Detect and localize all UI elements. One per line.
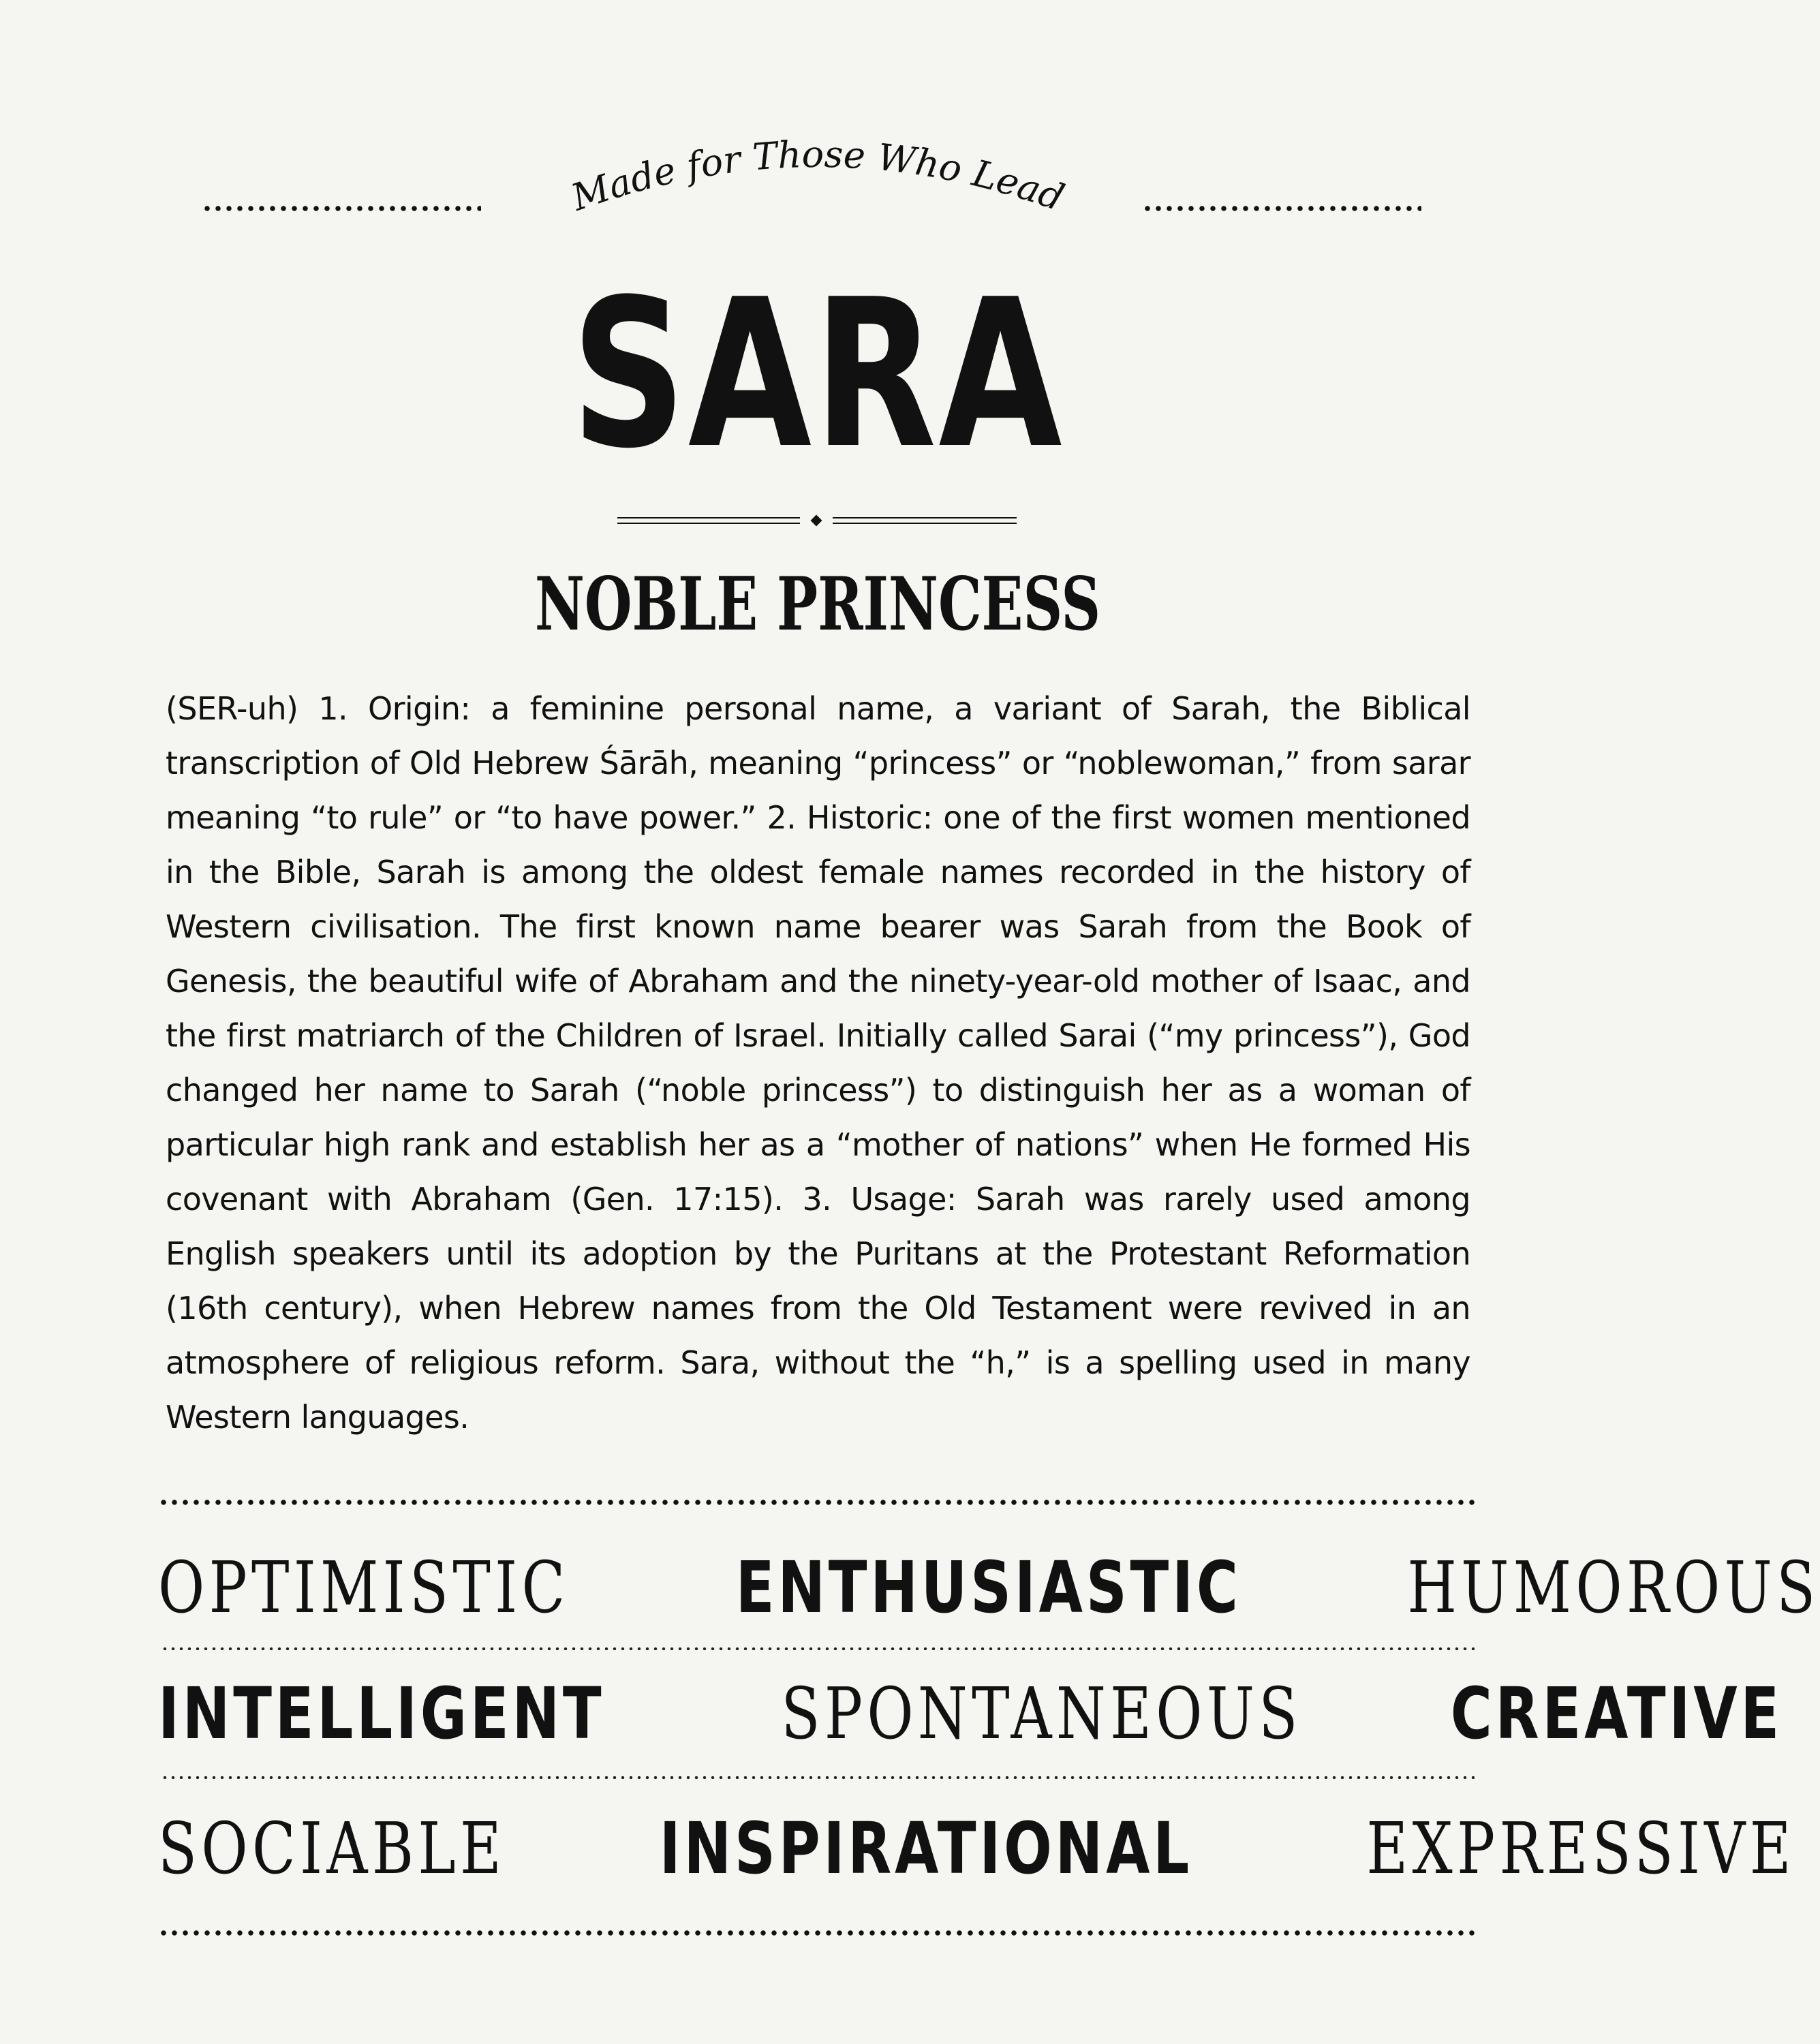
trait-word: CREATIVE (1450, 1672, 1783, 1755)
name-definition: (SER-uh) 1. Origin: a feminine personal name, a variant of Sarah, the Biblical transcription of Old Hebrew Śārāh, meaning “princess” or “noblewoman,” from sarar meaning “to rule” or “to have power.” 2. Historic: one of the first women mentioned in the Bible, Sarah is among the oldest female names recorded in the history of Western civilisation. The first known name bearer was Sarah from the Book of Genesis, the beautiful wife of Abraham and the ninety-year-old mother of Isaac, and the first matriarch of the Children of Israel. Initially called Sarai (“my princess”), God changed her name to Sarah (“noble princess”) to distinguish her as a woman of particular high rank and establish her as a “mother of nations” when He formed His covenant with Abraham (Gen. 17:15). 3. Usage: Sarah was rarely used among English speakers until its adoption by the Puritans at the Protestant Reformation (16th century), when Hebrew names from the Old Testament were revived in an atmosphere of religious reform. Sara, without the “h,” is a spelling used in many Western languages. (166, 690, 1470, 1436)
traits-bottom-dots (158, 1930, 1480, 1936)
traits-separator-1 (161, 1647, 1475, 1650)
header-dots-left (202, 206, 481, 211)
traits-row-2 (158, 1669, 1783, 1758)
name-title: SARA (571, 256, 1064, 493)
traits-row-3 (158, 1804, 1795, 1893)
divider-diamond (811, 515, 822, 527)
trait-word: SOCIABLE (158, 1807, 506, 1890)
divider-left-line (617, 517, 800, 524)
header-dots-right (1142, 206, 1421, 211)
traits-separator-2 (161, 1776, 1475, 1779)
tagline-text: Made for Those Who Lead (566, 132, 1070, 219)
name-meaning: NOBLE PRINCESS (534, 561, 1101, 647)
trait-word: INTELLIGENT (158, 1672, 605, 1755)
divider-right-line (833, 517, 1017, 524)
trait-word: INSPIRATIONAL (659, 1807, 1192, 1890)
trait-word: OPTIMISTIC (158, 1546, 570, 1629)
trait-word: ENTHUSIASTIC (735, 1546, 1241, 1629)
trait-word: SPONTANEOUS (781, 1672, 1303, 1755)
traits-row-1 (158, 1543, 1820, 1632)
trait-word: EXPRESSIVE (1366, 1807, 1795, 1890)
tagline (518, 109, 1117, 245)
trait-word: HUMOROUS (1407, 1546, 1820, 1629)
traits-top-dots (158, 1500, 1480, 1505)
